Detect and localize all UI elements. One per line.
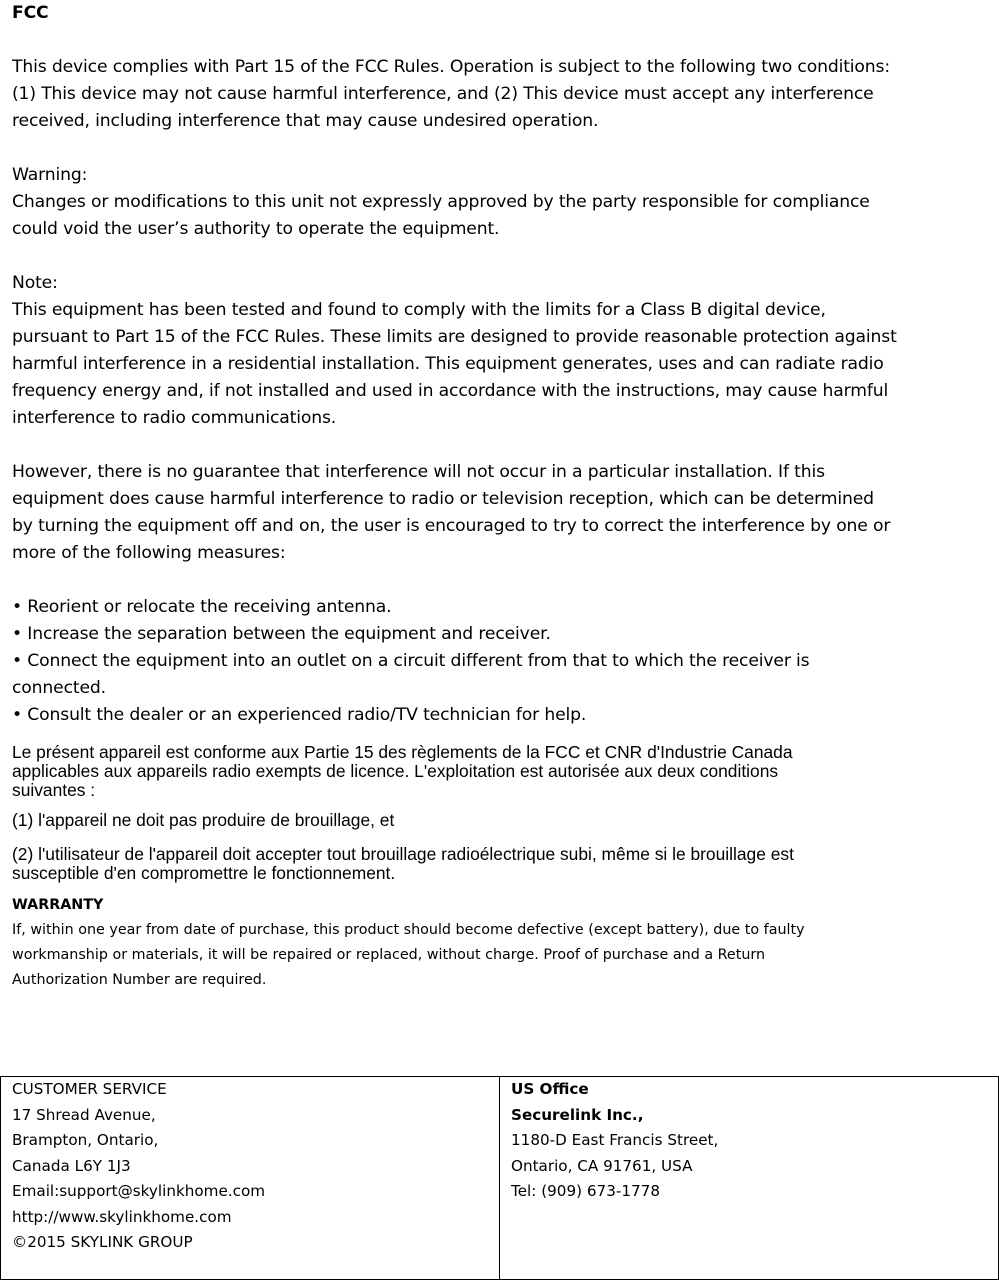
- note-line: interference to radio communications.: [12, 408, 337, 428]
- french-condition-1: (1) l'appareil ne doit pas produire de brouillage, et: [12, 810, 395, 830]
- note-label: Note:: [12, 273, 58, 293]
- french-intro-line: suivantes :: [12, 780, 96, 800]
- address-line: 1180-D East Francis Street,: [511, 1131, 719, 1149]
- copyright: ©2015 SKYLINK GROUP: [12, 1233, 193, 1251]
- warranty-line: workmanship or materials, it will be repaired or replaced, without charge. Proof of purchase and a Return: [12, 947, 766, 963]
- compliance-line: received, including interference that may cause undesired operation.: [12, 111, 599, 131]
- warning-label: Warning:: [12, 165, 88, 185]
- measure-item: • Connect the equipment into an outlet on a circuit different from that to which the receiver is: [12, 651, 810, 671]
- warranty-heading: WARRANTY: [12, 897, 104, 913]
- support-email: Email:support@skylinkhome.com: [12, 1182, 266, 1200]
- however-line: However, there is no guarantee that interference will not occur in a particular installation. If this: [12, 462, 825, 482]
- address-line: 17 Shread Avenue,: [12, 1105, 156, 1124]
- warranty-line: If, within one year from date of purchase, this product should become defective (except battery), due to faulty: [12, 922, 805, 938]
- customer-service-cell: [1, 1077, 500, 1280]
- french-condition-2: (2) l'utilisateur de l'appareil doit accepter tout brouillage radioélectrique subi, même si le brouillage est: [12, 844, 794, 864]
- fcc-heading: FCC: [12, 3, 49, 23]
- french-intro-line: Le présent appareil est conforme aux Partie 15 des règlements de la FCC et CNR d'Industrie Canada: [12, 742, 793, 762]
- document-body: [12, 0, 987, 993]
- website-url: http://www.skylinkhome.com: [12, 1207, 232, 1226]
- measure-item: • Reorient or relocate the receiving antenna.: [12, 597, 392, 617]
- compliance-line: (1) This device may not cause harmful interference, and (2) This device must accept any interference: [12, 84, 874, 104]
- contact-table: [0, 1076, 999, 1280]
- company-name: Securelink Inc.,: [511, 1105, 644, 1124]
- warning-line: Changes or modifications to this unit not expressly approved by the party responsible for compliance: [12, 192, 870, 212]
- measure-item: • Consult the dealer or an experienced radio/TV technician for help.: [12, 705, 587, 725]
- warranty-line: Authorization Number are required.: [12, 972, 267, 988]
- note-line: harmful interference in a residential installation. This equipment generates, uses and can radiate radio: [12, 354, 884, 374]
- phone-number: Tel: (909) 673-1778: [511, 1182, 660, 1200]
- note-line: frequency energy and, if not installed and used in accordance with the instructions, may cause harmful: [12, 381, 889, 401]
- customer-service-title: CUSTOMER SERVICE: [12, 1080, 167, 1098]
- however-line: equipment does cause harmful interference to radio or television reception, which can be determined: [12, 489, 874, 509]
- measure-item: • Increase the separation between the equipment and receiver.: [12, 624, 551, 644]
- french-intro-line: applicables aux appareils radio exempts de licence. L'exploitation est autorisée aux deux conditions: [12, 761, 779, 781]
- address-line: Ontario, CA 91761, USA: [511, 1156, 693, 1175]
- address-line: Canada L6Y 1J3: [12, 1156, 131, 1175]
- however-line: more of the following measures:: [12, 543, 286, 563]
- warning-line: could void the user’s authority to operate the equipment.: [12, 219, 500, 239]
- compliance-line: This device complies with Part 15 of the FCC Rules. Operation is subject to the following two conditions:: [12, 57, 890, 77]
- however-line: by turning the equipment off and on, the user is encouraged to try to correct the interference by one or: [12, 516, 891, 536]
- french-condition-2: susceptible d'en compromettre le fonctionnement.: [12, 863, 396, 883]
- us-office-title: US Office: [511, 1080, 589, 1098]
- note-line: This equipment has been tested and found to comply with the limits for a Class B digital device,: [12, 300, 826, 320]
- address-line: Brampton, Ontario,: [12, 1131, 159, 1149]
- us-office-cell: [500, 1077, 999, 1280]
- note-line: pursuant to Part 15 of the FCC Rules. These limits are designed to provide reasonable protection against: [12, 327, 897, 347]
- measure-item: connected.: [12, 678, 106, 698]
